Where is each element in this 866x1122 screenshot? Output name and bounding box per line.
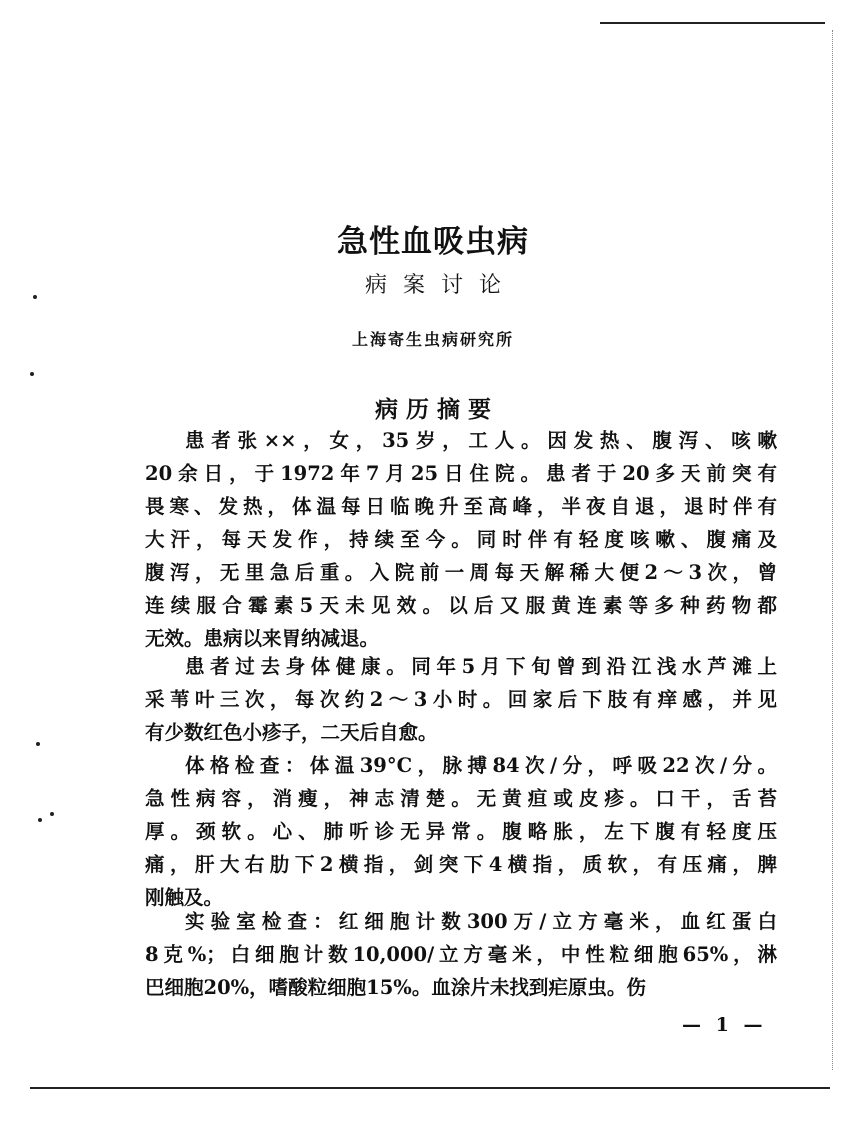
text-line: 巴细胞20%，嗜酸粒细胞15%。血涂片未找到疟原虫。伤 [145, 976, 646, 999]
article-title: 急性血吸虫病 [337, 224, 529, 260]
text-line: 畏寒、发热，体温每日临晚升至高峰，半夜自退，退时伴有 [145, 495, 777, 518]
text-line: 痛，肝大右肋下2横指，剑突下4横指，质软，有压痛，脾 [145, 853, 777, 876]
scan-speck [50, 812, 54, 816]
text-line: 刚触及。 [145, 886, 224, 909]
text-line: 患者过去身体健康。同年5月下旬曾到沿江浅水芦滩上 [185, 655, 777, 678]
scan-speck [30, 372, 34, 376]
institution: 上海寄生虫病研究所 [351, 330, 514, 349]
page-number: — 1 — [682, 1014, 767, 1036]
article-subtitle: 病案讨论 [364, 273, 517, 298]
scan-speck [38, 818, 42, 822]
text-line: 连续服合霉素5天未见效。以后又服黄连素等多种药物都 [145, 594, 777, 617]
text-line: 无效。患病以来胃纳减退。 [145, 627, 380, 650]
right-edge [832, 30, 834, 1070]
text-line: 患者张××，女，35岁，工人。因发热、腹泻、咳嗽 [185, 429, 777, 452]
text-line: 实验室检查：红细胞计数300万/立方毫米，血红蛋白 [185, 910, 777, 933]
text-line: 急性病容，消瘦，神志清楚。无黄疸或皮疹。口干，舌苔 [145, 787, 777, 810]
text-line: 20余日，于1972年7月25日住院。患者于20多天前突有 [145, 462, 777, 485]
bottom-rule [30, 1087, 830, 1089]
section-heading: 病历摘要 [375, 397, 499, 423]
scan-speck [36, 742, 40, 746]
text-line: 厚。颈软。心、肺听诊无异常。腹略胀，左下腹有轻度压 [145, 820, 777, 843]
text-line: 采苇叶三次，每次约2～3小时。回家后下肢有痒感，并见 [145, 688, 777, 711]
text-line: 大汗，每天发作，持续至今。同时伴有轻度咳嗽、腹痛及 [145, 528, 777, 551]
text-line: 体格检查：体温39°C，脉搏84次/分，呼吸22次/分。 [185, 754, 777, 777]
text-line: 有少数红色小疹子，二天后自愈。 [145, 721, 438, 744]
text-line: 腹泻，无里急后重。入院前一周每天解稀大便2～3次，曾 [145, 561, 777, 584]
top-rule [600, 22, 825, 24]
text-line: 8克%；白细胞计数10,000/立方毫米，中性粒细胞65%，淋 [145, 943, 777, 966]
